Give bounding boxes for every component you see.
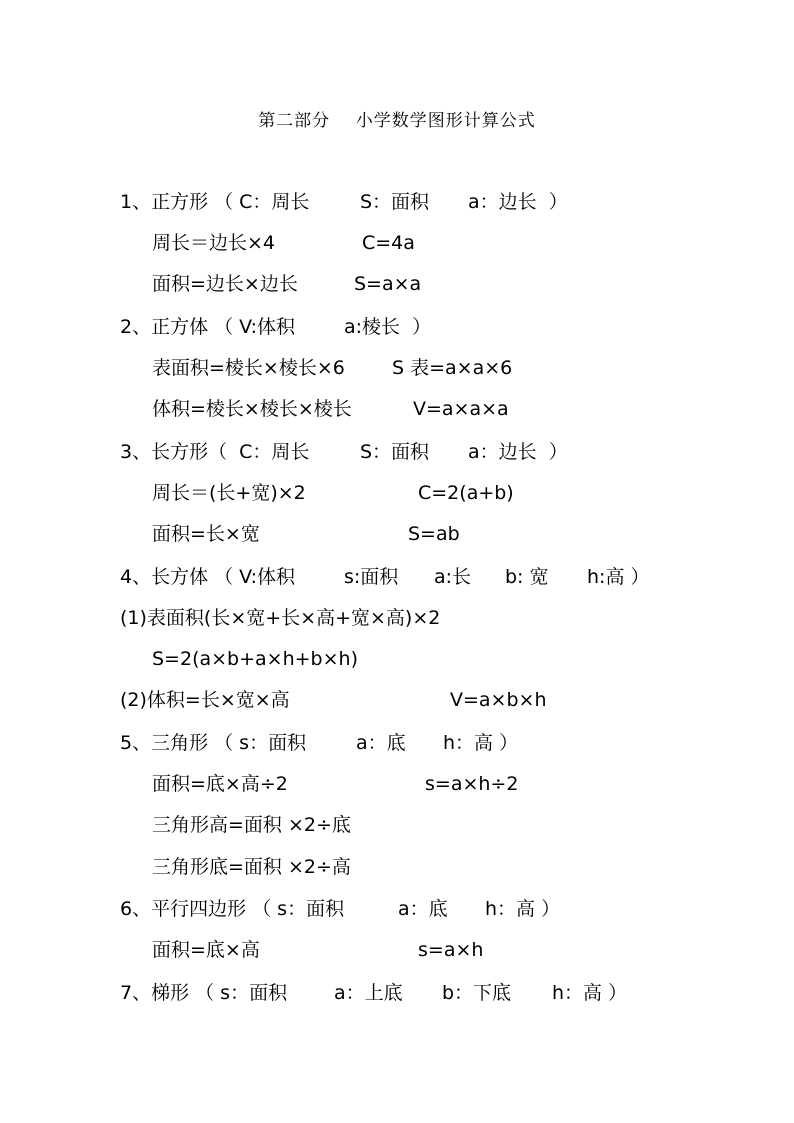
formula-line-square-area: [0, 270, 794, 298]
formula-text: h:高 ）: [587, 566, 650, 588]
formula-text: 周长＝边长×4: [152, 232, 276, 254]
formula-text: a：上底: [334, 982, 403, 1004]
formula-text: a:棱长 ）: [344, 316, 432, 338]
formula-text: (2)体积=长×宽×高: [120, 689, 290, 711]
formula-text: h：高 ）: [552, 982, 628, 1004]
formula-text: S：面积: [360, 191, 430, 213]
formula-text: (1)表面积(长×宽+长×高+宽×高)×2: [120, 607, 441, 629]
formula-text: 7、梯形 （ s：面积: [120, 982, 288, 1004]
formula-line-triangle-height: [0, 811, 794, 839]
formula-text: 三角形底=面积 ×2÷高: [152, 856, 351, 878]
page-title: 第二部分 小学数学图形计算公式: [258, 111, 536, 131]
formula-text: a：底: [356, 732, 406, 754]
formula-line-trapezoid-header: [0, 979, 794, 1007]
formula-line-cube-header: [0, 313, 794, 341]
formula-line-square-perimeter: [0, 229, 794, 257]
formula-line-triangle-header: [0, 729, 794, 757]
formula-text: b: 宽: [505, 566, 549, 588]
formula-text: s=a×h÷2: [425, 773, 519, 795]
formula-text: a：边长 ）: [468, 191, 568, 213]
formula-text: 4、长方体 （ V:体积: [120, 566, 296, 588]
formula-text: s:面积: [344, 566, 399, 588]
formula-text: 1、正方形 （ C：周长: [120, 191, 310, 213]
formula-text: h：高 ）: [443, 732, 519, 754]
formula-text: S=a×a: [354, 273, 422, 295]
formula-text: b：下底: [442, 982, 512, 1004]
formula-text: C=4a: [362, 232, 415, 254]
formula-text: 表面积=棱长×棱长×6: [152, 357, 345, 379]
formula-text: 面积=边长×边长: [152, 273, 298, 295]
formula-line-parallelogram-area: [0, 936, 794, 964]
formula-text: 面积=底×高: [152, 939, 260, 961]
formula-line-cube-volume: [0, 395, 794, 423]
formula-text: 体积=棱长×棱长×棱长: [152, 398, 352, 420]
formula-line-cuboid-surface: [0, 604, 794, 632]
formula-text: 面积=长×宽: [152, 523, 260, 545]
formula-text: 3、长方形（ C：周长: [120, 441, 310, 463]
formula-text: a:长: [434, 566, 472, 588]
formula-line-triangle-area: [0, 770, 794, 798]
formula-line-cuboid-volume: [0, 686, 794, 714]
formula-line-triangle-base: [0, 853, 794, 881]
formula-text: h：高 ）: [485, 898, 561, 920]
formula-line-rectangle-perimeter: [0, 479, 794, 507]
formula-line-rectangle-header: [0, 438, 794, 466]
formula-text: V=a×a×a: [413, 398, 509, 420]
formula-text: S：面积: [360, 441, 430, 463]
formula-text: S 表=a×a×6: [392, 357, 513, 379]
formula-line-square-header: [0, 188, 794, 216]
formula-text: 6、平行四边形 （ s：面积: [120, 898, 345, 920]
formula-line-cube-surface: [0, 354, 794, 382]
formula-text: a：底: [398, 898, 448, 920]
formula-text: 5、三角形 （ s：面积: [120, 732, 307, 754]
formula-text: 2、正方体 （ V:体积: [120, 316, 296, 338]
formula-text: s=a×h: [418, 939, 484, 961]
formula-line-parallelogram-header: [0, 895, 794, 923]
formula-line-cuboid-surface-formula: [0, 645, 794, 673]
formula-text: S=ab: [408, 523, 460, 545]
formula-text: V=a×b×h: [450, 689, 547, 711]
formula-line-rectangle-area: [0, 520, 794, 548]
formula-text: a：边长 ）: [468, 441, 568, 463]
formula-line-cuboid-header: [0, 563, 794, 591]
formula-text: 面积=底×高÷2: [152, 773, 288, 795]
formula-text: 周长＝(长+宽)×2: [152, 482, 306, 504]
formula-text: C=2(a+b): [418, 482, 514, 504]
formula-text: S=2(a×b+a×h+b×h): [152, 648, 358, 670]
formula-text: 三角形高=面积 ×2÷底: [152, 814, 351, 836]
